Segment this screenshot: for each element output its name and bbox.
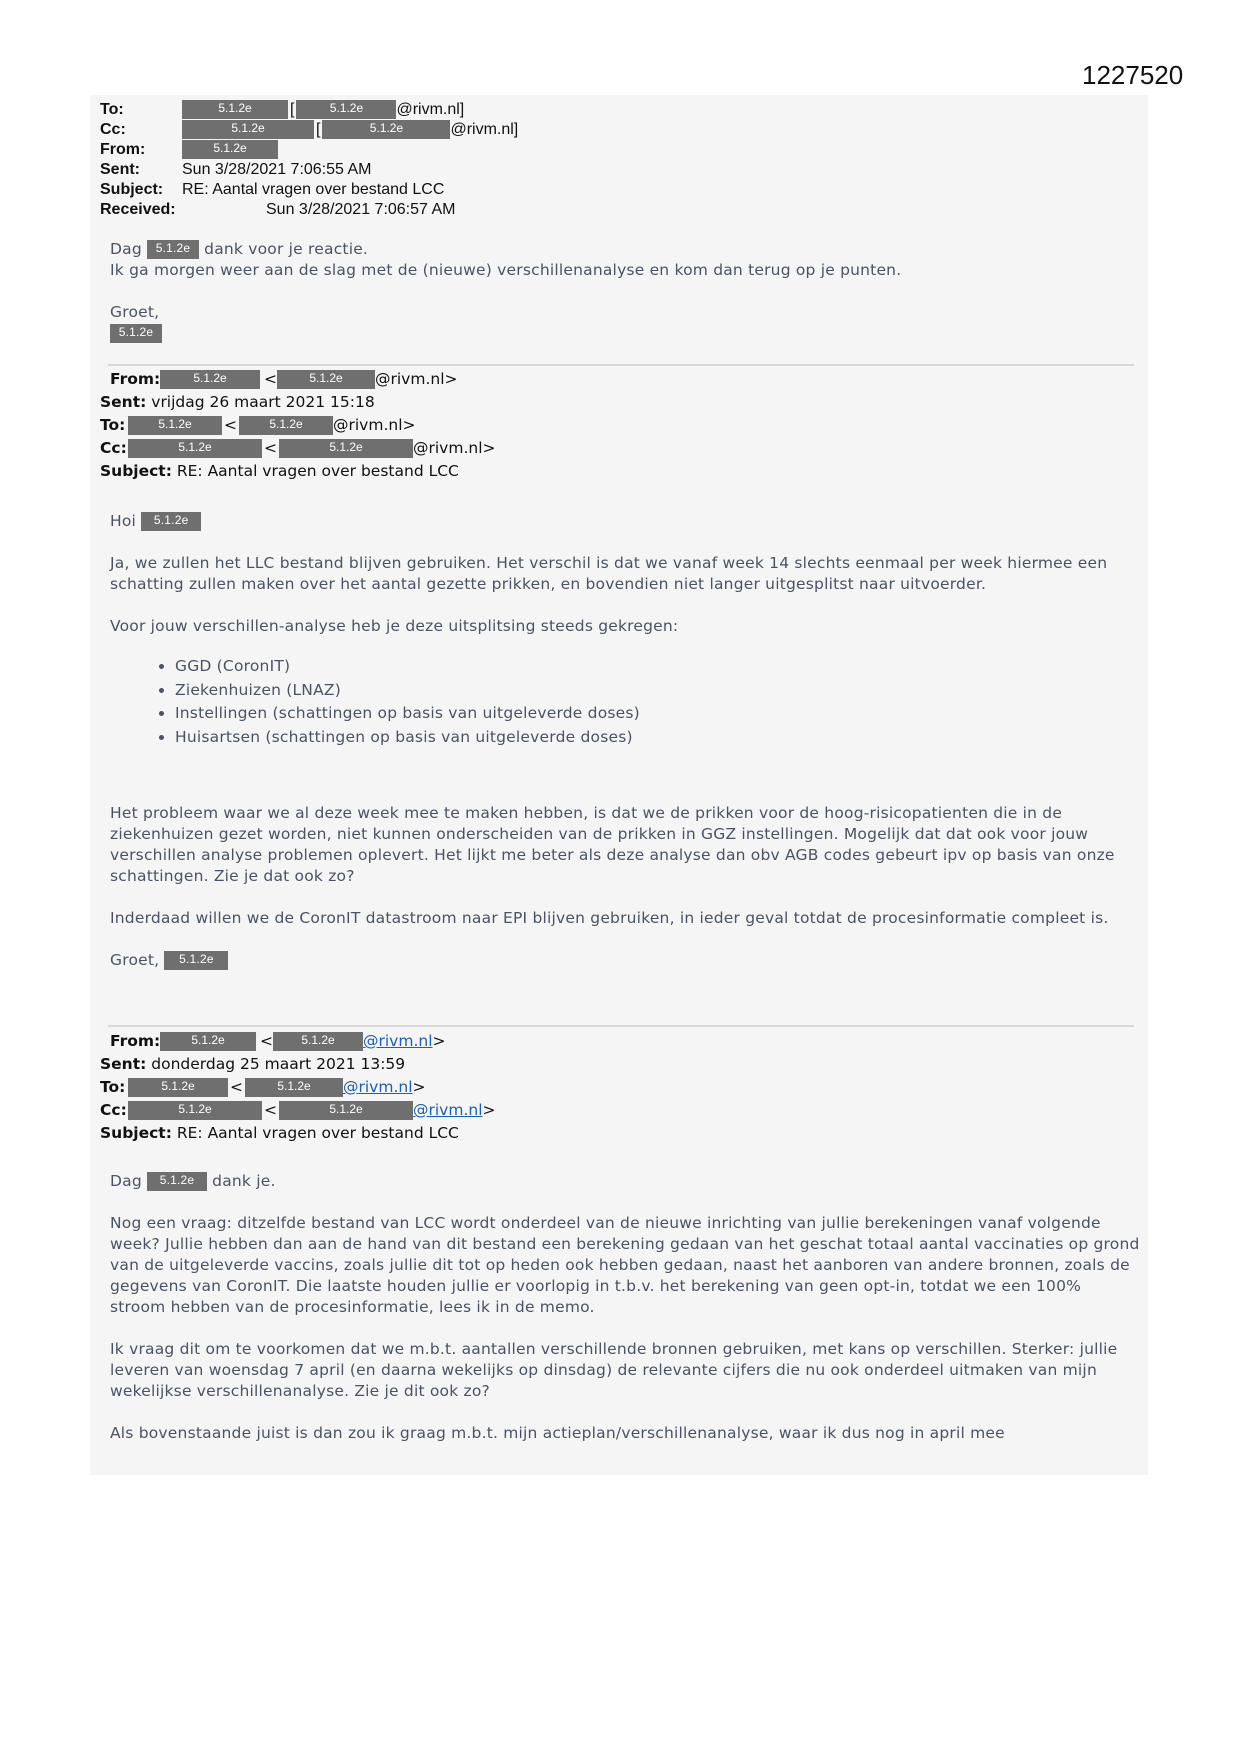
lt-sign: < [264,1101,277,1119]
list-item: • Ziekenhuizen (LNAZ) [175,679,1140,703]
greeting-text: Hoi [110,512,137,530]
cc-label: Cc: [100,1101,127,1119]
sent-value: donderdag 25 maart 2021 13:59 [151,1055,406,1073]
redaction-block: 5.1.2e [128,416,222,435]
message-divider [108,364,1134,366]
body-paragraph: Het probleem waar we al deze week mee te maken hebben, is dat we de prikken voor de hoog-risicopatienten die in de ziekenhuizen gezet worden, niet kunnen onderscheiden van de prikken in GGZ instellingen. Mogelijk dat dat ook voor jouw verschillen analyse problemen oplevert. Het lijkt me beter als deze analyse dan obv AGB codes gebeurt ipv op basis van onze schattingen. Zie je dat ook zo? [110,804,1115,885]
redaction-block: 5.1.2e [160,370,260,389]
greeting-text: dank voor je reactie. [204,240,369,258]
gt-sign: > [482,1101,496,1119]
to-label: To: [100,1078,126,1096]
bullet-list [150,655,1140,749]
sent-label: Sent: [100,1055,147,1073]
subject-value: RE: Aantal vragen over bestand LCC [182,181,445,198]
received-label: Received: [100,201,176,218]
bracket-text: [ [316,121,321,138]
cc-label: Cc: [100,121,126,138]
cc-domain: @rivm.nl> [413,439,496,457]
body-paragraph: Ik vraag dit om te voorkomen dat we m.b.t. aantallen verschillende bronnen gebruiken, met kans op verschillen. Sterker: jullie leveren van woensdag 7 april (en daarna wekelijks op dinsdag) de relevante cijfers die nu ook onderdeel uitmaken van mijn wekelijkse verschillenanalyse. Zie je dit ook zo? [110,1340,1118,1400]
message-divider [108,1025,1134,1027]
to-label: To: [100,101,124,118]
from-label: From: [110,370,161,388]
lt-sign: < [224,416,237,434]
redaction-block: 5.1.2e [296,100,396,119]
redaction-block: 5.1.2e [147,240,199,259]
body-paragraph: Voor jouw verschillen-analyse heb je deze uitsplitsing steeds gekregen: [110,617,679,635]
lt-sign: < [264,439,277,457]
list-item: • Huisartsen (schattingen op basis van uitgeleverde doses) [175,726,1140,750]
redaction-block: 5.1.2e [128,1101,262,1120]
email-link[interactable]: @rivm.nl [343,1078,413,1096]
redaction-block: 5.1.2e [182,140,278,159]
list-item: • Instellingen (schattingen op basis van uitgeleverde doses) [175,702,1140,726]
subject-value: RE: Aantal vragen over bestand LCC [176,1124,459,1142]
from-label: From: [100,141,146,158]
redaction-block: 5.1.2e [128,439,262,458]
message-3-body [110,1171,1140,1444]
email-link[interactable]: @rivm.nl [363,1032,433,1050]
to-label: To: [100,416,126,434]
message-1-body [110,239,1110,344]
lt-sign: < [230,1078,243,1096]
email-header [100,100,1000,220]
to-domain: @rivm.nl> [333,416,416,434]
greeting-text: dank je. [212,1172,276,1190]
subject-label: Subject: [100,181,164,198]
redaction-block: 5.1.2e [279,439,413,458]
list-item: • GGD (CoronIT) [175,655,1140,679]
from-label: From: [110,1032,161,1050]
redaction-block: 5.1.2e [322,120,450,139]
closing-text: Groet, [110,951,160,969]
redaction-block: 5.1.2e [245,1078,343,1097]
body-line: Ik ga morgen weer aan de slag met de (nieuwe) verschillenanalyse en kom dan terug op je punten. [110,261,902,279]
message-2-body [110,511,1140,971]
body-paragraph: Inderdaad willen we de CoronIT datastroom naar EPI blijven gebruiken, in ieder geval totdat de procesinformatie compleet is. [110,909,1109,927]
body-paragraph: Ja, we zullen het LLC bestand blijven gebruiken. Het verschil is dat we vanaf week 14 slechts eenmaal per week hiermee een schatting zullen maken over het aantal gezette prikken, en bovendien niet langer uitgesplitst naar uitvoerder. [110,554,1108,593]
body-paragraph: Nog een vraag: ditzelfde bestand van LCC wordt onderdeel van de nieuwe inrichting van jullie berekeningen vanaf volgende week? Jullie hebben dan aan de hand van dit bestand een berekening gedaan van het geschat totaal aantal vaccinaties op grond van de uitgeleverde vaccins, zoals jullie dit tot op heden ook hebben gedaan, naast het aanboren van andere bronnen, zoals de gegevens van CoronIT. Die laatste houden jullie er voorlopig in t.b.v. het berekening van geen opt-in, totdat we een 100% stroom hebben van de procesinformatie, lees ik in de memo. [110,1214,1140,1316]
redaction-block: 5.1.2e [182,100,288,119]
lt-sign: < [260,1032,273,1050]
from-domain: @rivm.nl> [375,370,458,388]
sent-label: Sent: [100,393,147,411]
lt-sign: < [264,370,277,388]
body-paragraph: Als bovenstaande juist is dan zou ik graag m.b.t. mijn actieplan/verschillenanalyse, waar ik dus nog in april mee [110,1424,1005,1442]
redaction-block: 5.1.2e [182,120,314,139]
subject-label: Subject: [100,462,172,480]
document-number: 1227520 [1082,60,1184,90]
received-value: Sun 3/28/2021 7:06:57 AM [266,201,456,218]
email-link[interactable]: @rivm.nl [413,1101,483,1119]
gt-sign: > [432,1032,446,1050]
closing-text: Groet, [110,303,160,321]
to-domain: @rivm.nl] [396,101,465,118]
greeting-text: Dag [110,1172,142,1190]
redaction-block: 5.1.2e [110,324,162,343]
redaction-block: 5.1.2e [239,416,333,435]
subject-value: RE: Aantal vragen over bestand LCC [176,462,459,480]
sent-label: Sent: [100,161,140,178]
sent-value: Sun 3/28/2021 7:06:55 AM [182,161,372,178]
redaction-block: 5.1.2e [141,512,201,531]
redaction-block: 5.1.2e [277,370,375,389]
redaction-block: 5.1.2e [147,1172,207,1191]
cc-domain: @rivm.nl] [450,121,519,138]
bracket-text: [ [290,101,295,118]
redaction-block: 5.1.2e [164,951,228,970]
sent-value: vrijdag 26 maart 2021 15:18 [151,393,375,411]
redaction-block: 5.1.2e [160,1032,256,1051]
redaction-block: 5.1.2e [273,1032,363,1051]
gt-sign: > [412,1078,426,1096]
subject-label: Subject: [100,1124,172,1142]
cc-label: Cc: [100,439,127,457]
greeting-text: Dag [110,240,142,258]
redaction-block: 5.1.2e [128,1078,228,1097]
redaction-block: 5.1.2e [279,1101,413,1120]
